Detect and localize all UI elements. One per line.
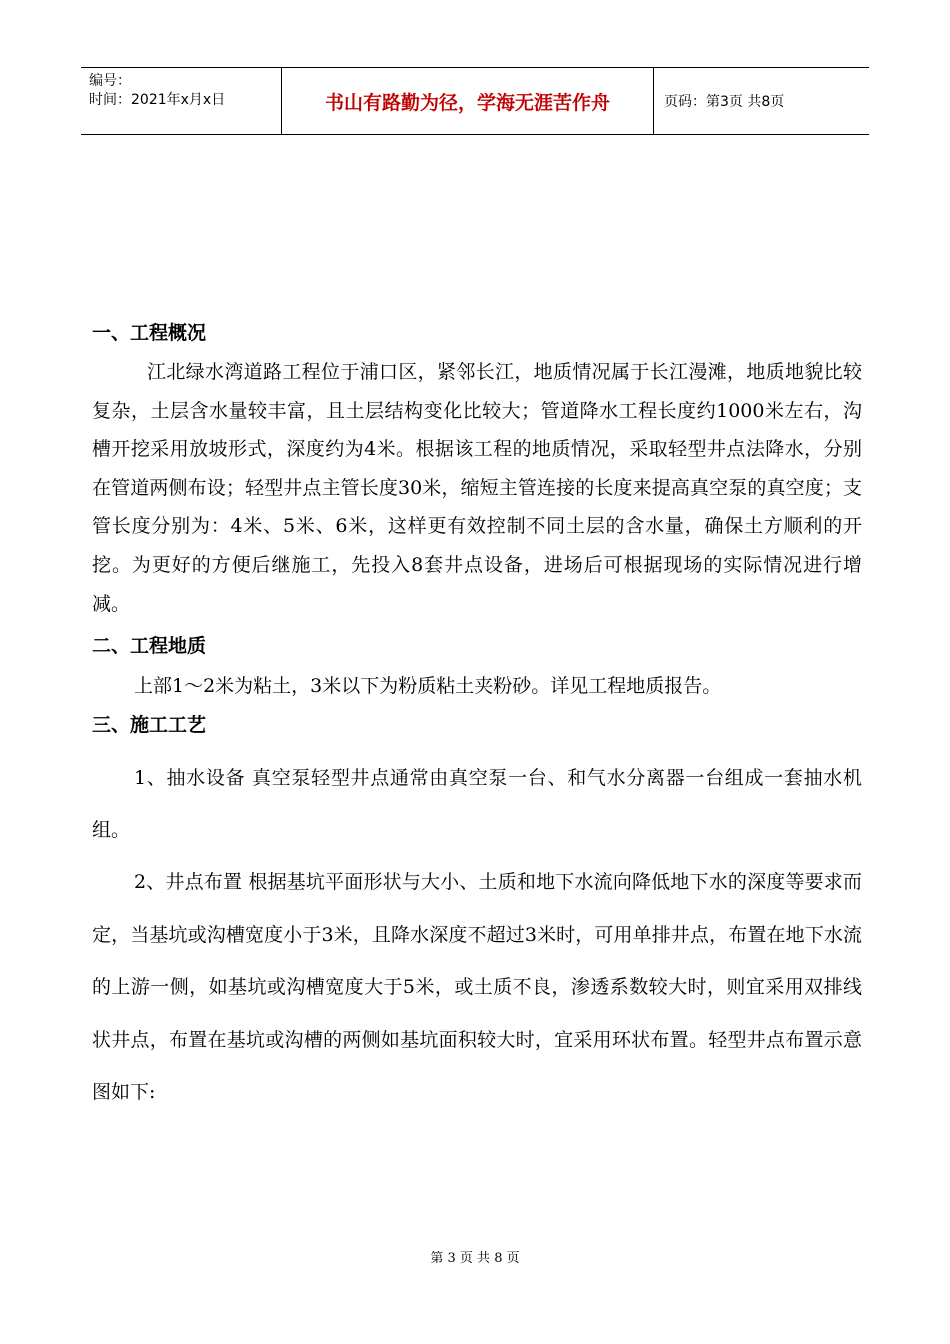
header-page-number: 页码：第3页 共8页 xyxy=(664,94,785,110)
document-header xyxy=(81,67,869,135)
header-number: 编号： xyxy=(89,73,131,89)
header-motto: 书山有路勤为径，学海无涯苦作舟 xyxy=(281,68,654,134)
paragraph-pumping-equipment: 1、抽水设备 真空泵轻型井点通常由真空泵一台、和气水分离器一台组成一套抽水机组。 xyxy=(92,767,862,841)
paragraph-overview: 江北绿水湾道路工程位于浦口区，紧邻长江，地质情况属于长江漫滩，地质地貌比较复杂，土层含水量较丰富，且土层结构变化比较大；管道降水工程长度约1000米左右，沟槽开挖采用放坡形式，深度约为4米。根据该工程的地质情况，采取轻型井点法降水，分别在管道两侧布设；轻型井点主管长度30米，缩短主管连接的长度来提高真空泵的真空度；支管长度分别为：4米、5米、6米，这样更有效控制不同土层的含水量，确保土方顺利的开挖。为更好的方便后继施工，先投入8套井点设备，进场后可根据现场的实际情况进行增减。 xyxy=(92,361,862,615)
paragraph-wellpoint-layout: 2、井点布置 根据基坑平面形状与大小、土质和地下水流向降低地下水的深度等要求而定，当基坑或沟槽宽度小于3米，且降水深度不超过3米时，可用单排井点，布置在地下水流的上游一侧，如基坑或沟槽宽度大于5米，或土质不良，渗透系数较大时，则宜采用双排线状井点，布置在基坑或沟槽的两侧如基坑面积较大时，宜采用环状布置。轻型井点布置示意图如下: xyxy=(92,871,862,1103)
header-meta xyxy=(81,68,281,134)
section-heading-process: 三、施工工艺 xyxy=(92,714,207,736)
section-heading-overview: 一、工程概况 xyxy=(92,322,207,344)
section-heading-geology: 二、工程地质 xyxy=(92,635,207,657)
page-footer: 第 3 页 共 8 页 xyxy=(430,1251,520,1266)
header-time: 时间：2021年x月x日 xyxy=(89,92,226,108)
paragraph-geology: 上部1～2米为粘土，3米以下为粉质粘土夹粉砂。详见工程地质报告。 xyxy=(134,675,722,697)
